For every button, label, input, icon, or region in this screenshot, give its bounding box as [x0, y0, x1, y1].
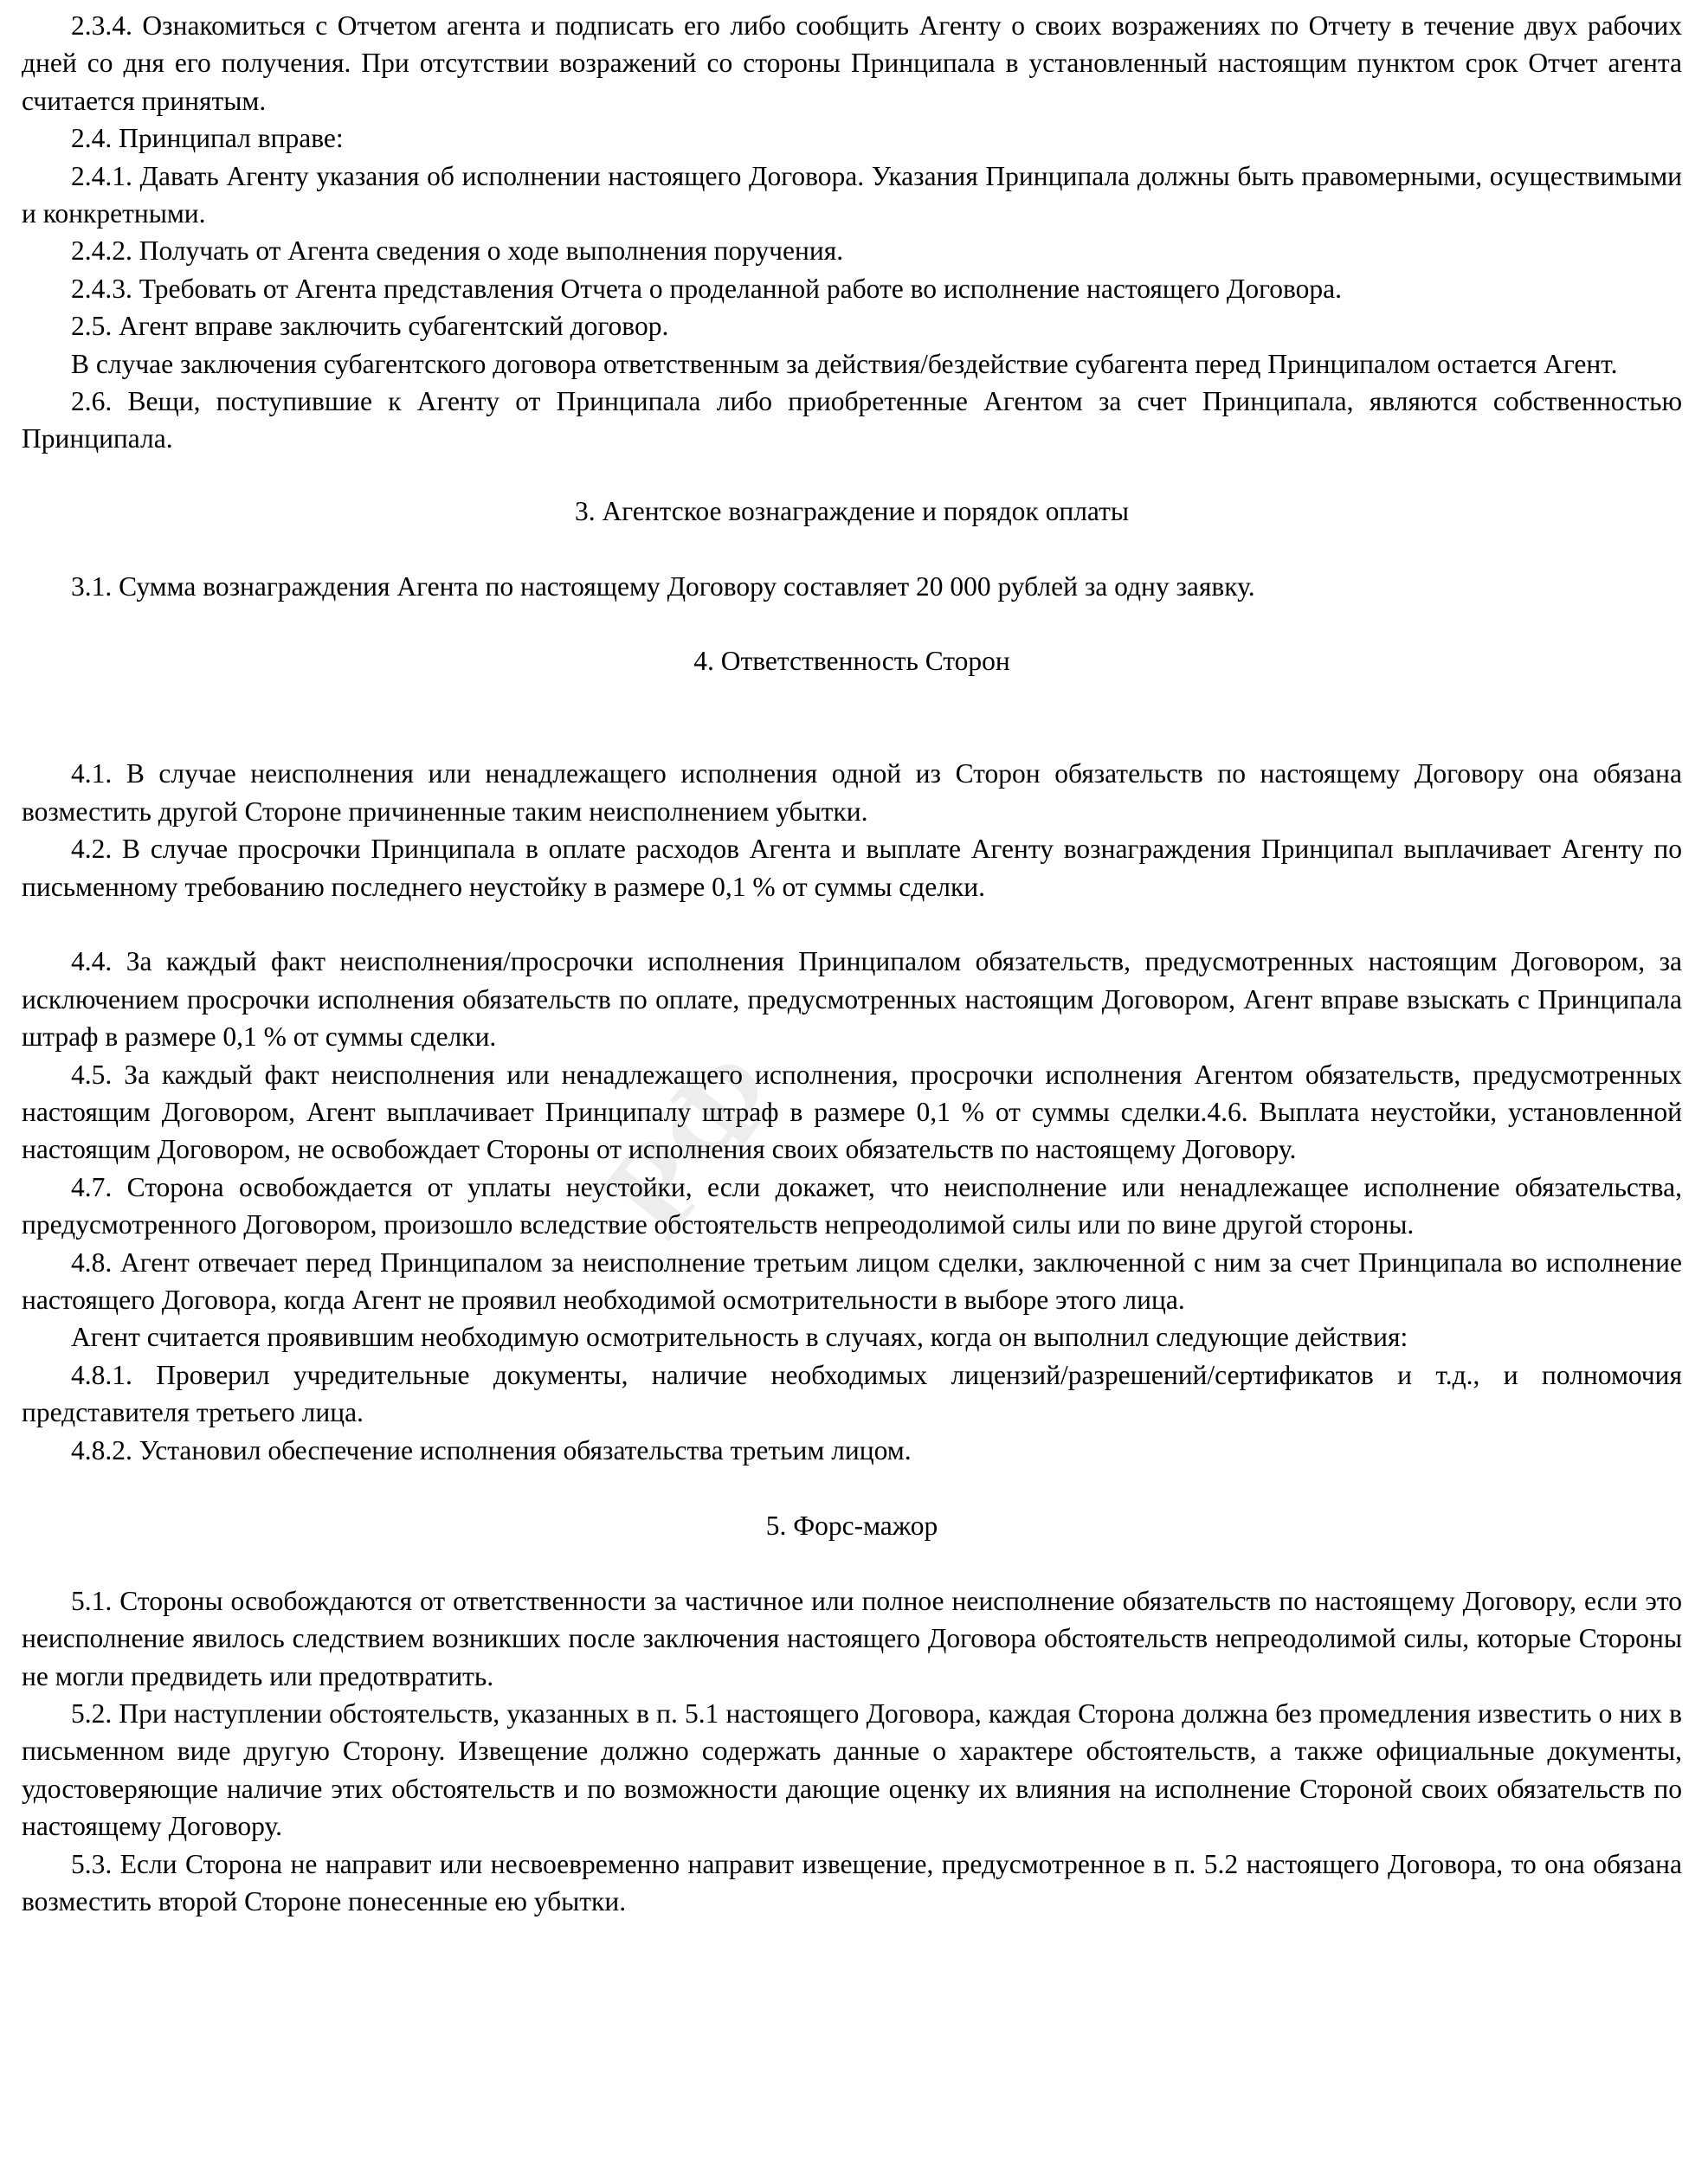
clause-2-5-subagent-note: В случае заключения субагентского договора ответственным за действия/бездействие субагента перед Принципалом остается Агент.	[71, 348, 1618, 379]
clause-4-8-2: 4.8.2. Установил обеспечение исполнения обязательства третьим лицом.	[71, 1434, 912, 1466]
clause-5-2: 5.2. При наступлении обстоятельств, указанных в п. 5.1 настоящего Договора, каждая Сторона должна без промедления известить о них в письменном виде другую Сторону. Извещение должно содержать данные о характере обстоятельств, а также официальные документы, удостоверяющие наличие этих обстоятельств и по возможности дающие оценку их влияния на исполнение Стороной своих обязательств по настоящему Договору.	[22, 1698, 1682, 1842]
watermark-text: РФ	[575, 1021, 808, 1262]
clause-3-1: 3.1. Сумма вознаграждения Агента по настоящему Договору составляет 20 000 рублей за одну заявку.	[71, 570, 1255, 602]
document-body	[22, 7, 1682, 1920]
clause-2-6: 2.6. Вещи, поступившие к Агенту от Принципала либо приобретенные Агентом за счет Принципала, являются собственностью Принципала.	[22, 386, 1682, 454]
spacer-before-heading-3	[22, 458, 1682, 493]
clause-2-4-2: 2.4.2. Получать от Агента сведения о ходе выполнения поручения.	[71, 235, 844, 267]
spacer-after-heading-3	[22, 530, 1682, 567]
spacer-before-heading-5	[22, 1469, 1682, 1507]
clause-4-8-1: 4.8.1. Проверил учредительные документы, наличие необходимых лицензий/разрешений/сертификатов и т.д., и полномочия представителя третьего лица.	[22, 1359, 1682, 1428]
clause-2-5: 2.5. Агент вправе заключить субагентский договор.	[71, 311, 669, 342]
clause-4-7: 4.7. Сторона освобождается от уплаты неустойки, если докажет, что неисполнение или ненадлежащее исполнение обязательства, предусмотренного Договором, произошло вследствие обстоятельств непреодолимой силы или по вине другой стороны.	[22, 1171, 1682, 1240]
clause-4-4: 4.4. За каждый факт неисполнения/просрочки исполнения Принципалом обязательств, предусмотренных настоящим Договором, за исключением просрочки исполнения обязательств по оплате, предусмотренных настоящим Договором, Агент вправе взыскать с Принципала штраф в размере 0,1 % от суммы сделки.	[22, 946, 1682, 1053]
spacer-after-heading-4	[22, 680, 1682, 755]
clause-4-8-diligence-note: Агент считается проявившим необходимую осмотрительность в случаях, когда он выполнил следующие действия:	[71, 1322, 1408, 1353]
clause-4-5-and-4-6: 4.5. За каждый факт неисполнения или ненадлежащего исполнения, просрочки исполнения Агентом обязательств, предусмотренных настоящим Договором, Агент выплачивает Принципалу штраф в размере 0,1 % от суммы сделки.4.6. Выплата неустойки, установленной настоящим Договором, не освобождает Стороны от исполнения своих обязательств по настоящему Договору.	[22, 1059, 1682, 1165]
clause-5-3: 5.3. Если Сторона не направит или несвоевременно направит извещение, предусмотренное в п. 5.2 настоящего Договора, то она обязана возместить второй Стороне понесенные ею убытки.	[22, 1848, 1682, 1917]
clause-5-1: 5.1. Стороны освобождаются от ответственности за частичное или полное неисполнение обязательств по настоящему Договору, если это неисполнение явилось следствием возникших после заключения настоящего Договора обстоятельств непреодолимой силы, которые Стороны не могли предвидеть или предотвратить.	[22, 1585, 1682, 1691]
section-heading-3: 3. Агентское вознаграждение и порядок оплаты	[574, 495, 1130, 526]
clause-4-1: 4.1. В случае неисполнения или ненадлежащего исполнения одной из Сторон обязательств по настоящему Договору она обязана возместить другой Стороне причиненные таким неисполнением убытки.	[22, 758, 1682, 827]
clause-4-2: 4.2. В случае просрочки Принципала в оплате расходов Агента и выплате Агенту вознаграждения Принципал выплачивает Агенту по письменному требованию последнего неустойку в размере 0,1 % от суммы сделки.	[22, 834, 1682, 902]
spacer-before-heading-4	[22, 605, 1682, 642]
section-heading-4: 4. Ответственность Сторон	[693, 646, 1010, 677]
clause-2-4-1: 2.4.1. Давать Агенту указания об исполнении настоящего Договора. Указания Принципала должны быть правомерными, осуществимыми и конкретными.	[22, 160, 1682, 229]
spacer-before-clause-4-4	[22, 905, 1682, 943]
clause-2-3-4: 2.3.4. Ознакомиться с Отчетом агента и подписать его либо сообщить Агенту о своих возражениях по Отчету в течение двух рабочих дней со дня его получения. При отсутствии возражений со стороны Принципала в установленный настоящим пунктом срок Отчет агента считается принятым.	[22, 10, 1682, 116]
clause-2-4: 2.4. Принципал вправе:	[71, 123, 344, 154]
spacer-after-heading-5	[22, 1544, 1682, 1581]
section-heading-5: 5. Форс-мажор	[765, 1510, 938, 1541]
clause-2-4-3: 2.4.3. Требовать от Агента представления Отчета о проделанной работе во исполнение настоящего Договора.	[71, 273, 1342, 304]
clause-4-8: 4.8. Агент отвечает перед Принципалом за неисполнение третьим лицом сделки, заключенной с ним за счет Принципала во исполнение настоящего Договора, когда Агент не проявил необходимой осмотрительности в выборе этого лица.	[22, 1246, 1682, 1315]
